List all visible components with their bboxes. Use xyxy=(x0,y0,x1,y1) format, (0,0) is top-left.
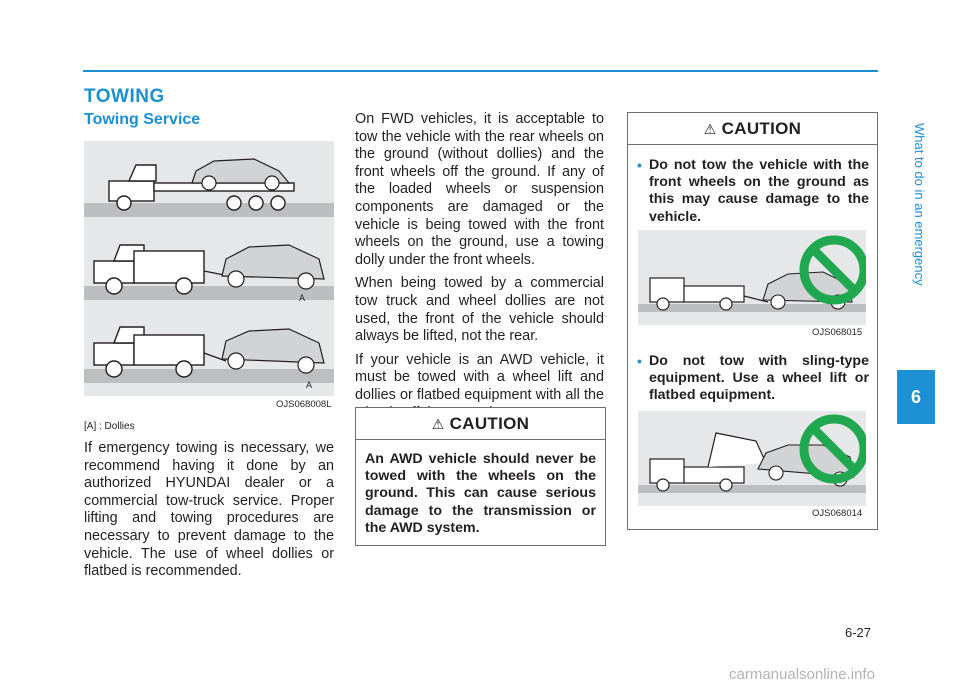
caution-header-right xyxy=(628,113,877,145)
sling-tow-drawing xyxy=(638,411,866,506)
middle-body xyxy=(355,111,604,428)
chapter-number-tab: 6 xyxy=(897,370,935,424)
awd-paragraph: If your vehicle is an AWD vehicle, it must be towed with a wheel lift and dollies or flatbed equipment with all the xyxy=(355,351,604,403)
figure-code-front-wheels: OJS068015 xyxy=(812,327,863,338)
caution-heading: CAUTION xyxy=(449,414,530,433)
caution-heading-right: CAUTION xyxy=(721,119,802,138)
sling-type-illustration xyxy=(638,411,866,506)
warning-triangle-icon: ⚠ xyxy=(703,121,717,137)
front-wheels-on-ground-illustration xyxy=(638,230,866,325)
watermark: carmanualsonline.info xyxy=(729,666,875,683)
tow-caution-box xyxy=(627,112,878,530)
fwd-paragraph: On FWD vehicles, it is acceptable to tow the vehicle with the rear wheels on the ground (without dollies) and the front wheels off the ground. If any of the loaded wheels or suspension components are damaged or the vehicle is being towed with the front wheels on the ground, use a towing dolly under the front wheels. xyxy=(355,111,604,268)
chapter-tab-label: What to do in an emergency xyxy=(912,122,927,286)
bullet-dot: • xyxy=(637,353,642,369)
awd-caution-box xyxy=(355,407,606,546)
caution-bullet-front-wheels xyxy=(637,157,869,226)
dolly-label-a-2: A xyxy=(306,380,313,390)
figure-code-sling: OJS068014 xyxy=(812,508,863,519)
page-number: 6-27 xyxy=(845,625,872,640)
figure-caption: [A] : Dollies xyxy=(84,421,135,432)
top-rule xyxy=(83,70,878,72)
commercial-tow-paragraph: When being towed by a commercial tow truck and wheel dollies are not used, the front of the vehicle should always be lifted, not the rear. xyxy=(355,275,604,345)
warning-triangle-icon: ⚠ xyxy=(431,416,445,432)
caution-bullet-sling xyxy=(637,353,869,405)
left-body xyxy=(84,440,334,587)
bullet-text-1: Do not tow the vehicle with the front wheels on the ground as this may cause damage to the vehicle. xyxy=(649,157,869,225)
bullet-text-2: Do not tow with sling-type equipment. Use a wheel lift or flatbed equipment. xyxy=(649,353,869,404)
intro-paragraph: If emergency towing is necessary, we recommend having it done by an authorized HYUNDAI dealer or a commercial tow-truck service. Proper lifting and towing procedures are necessary to prevent damage to the vehicle. The use of wheel dollies or flatbed is recommended. xyxy=(84,440,334,580)
caution-header xyxy=(356,408,605,440)
dolly-label-a: A xyxy=(299,293,306,303)
towing-methods-illustration xyxy=(84,141,334,396)
towing-methods-drawing xyxy=(84,141,334,396)
prohibited-tow-drawing xyxy=(638,230,866,325)
bullet-dot: • xyxy=(637,157,642,173)
figure-code: OJS068008L xyxy=(276,399,332,410)
awd-caution-text: An AWD vehicle should never be towed with the wheels on the ground. This can cause serious damage to the transmission or the AWD system. xyxy=(365,451,596,536)
subsection-title: Towing Service xyxy=(84,111,201,128)
section-title: TOWING xyxy=(84,86,165,107)
sling-truck-icon xyxy=(650,433,766,491)
